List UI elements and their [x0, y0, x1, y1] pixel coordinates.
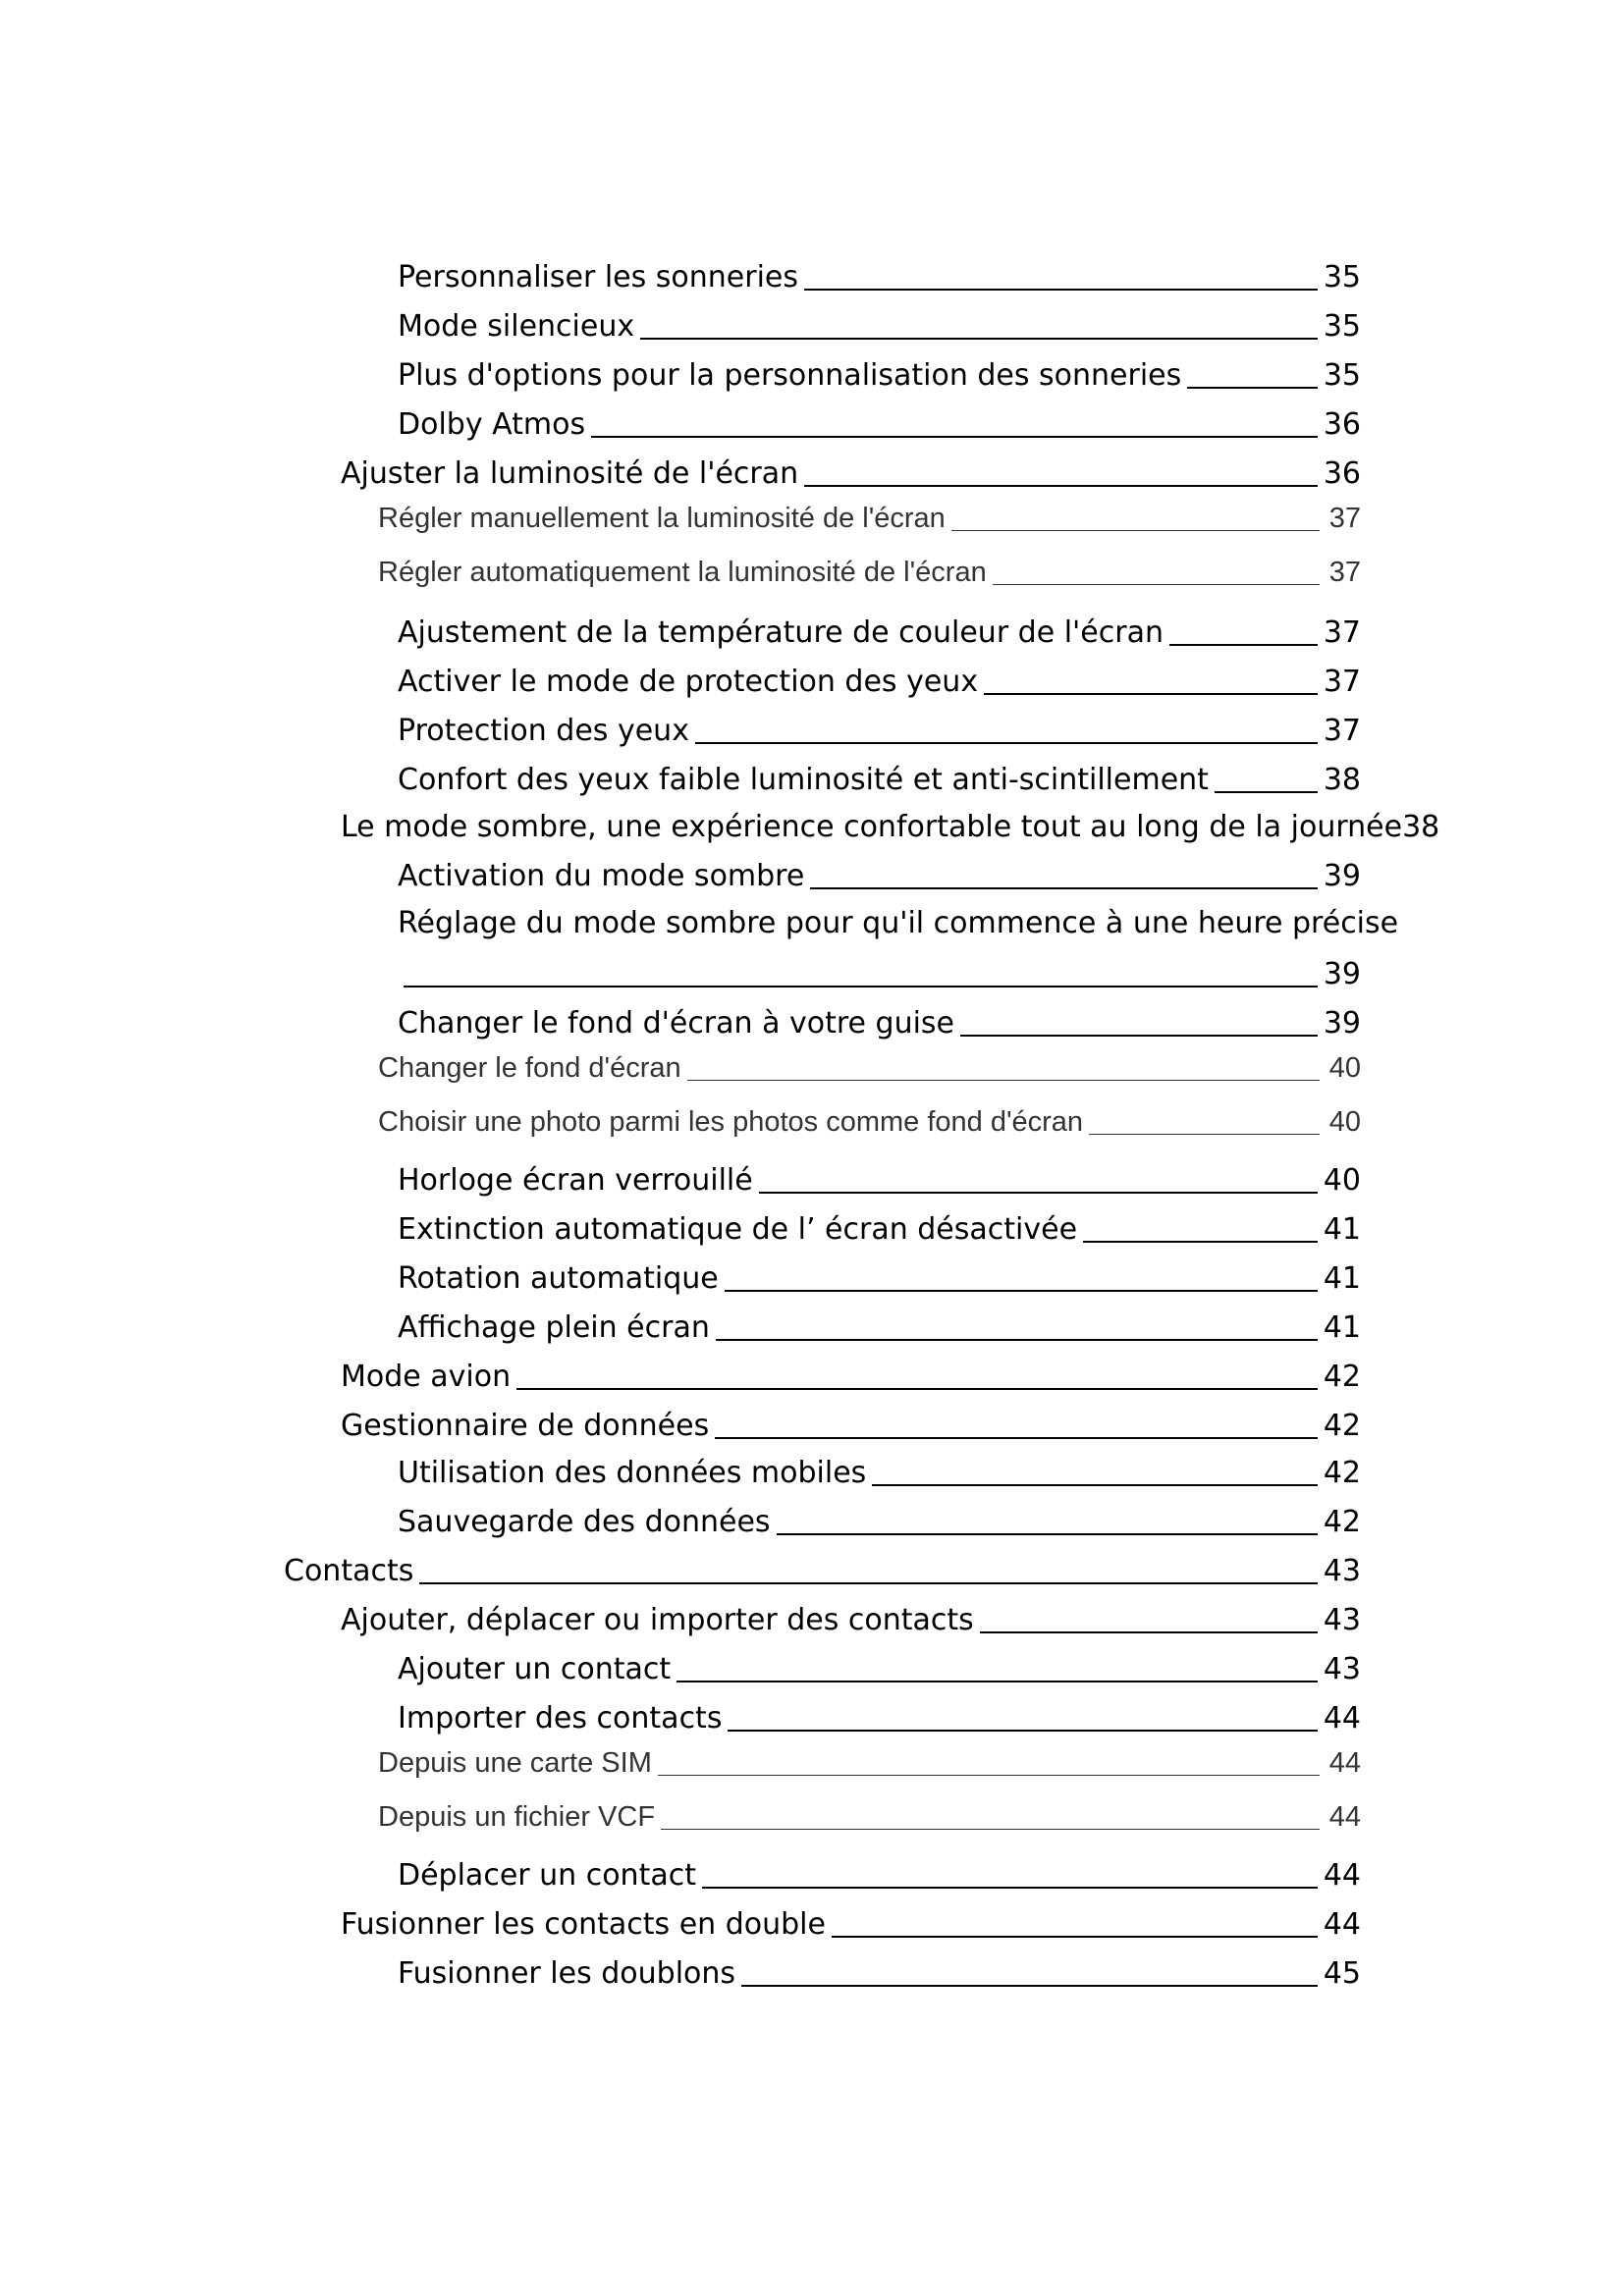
- toc-leader-line: [993, 584, 1320, 585]
- toc-entry[interactable]: [398, 1258, 1361, 1298]
- toc-page-number: 42: [1323, 1456, 1361, 1490]
- toc-leader-line: [725, 1290, 1318, 1292]
- toc-entry-label: Plus d'options pour la personnalisation des sonneries: [398, 358, 1182, 393]
- toc-entry[interactable]: [398, 355, 1361, 395]
- toc-page-number: 45: [1323, 1956, 1361, 1991]
- toc-page-number: 42: [1323, 1505, 1361, 1539]
- toc-entry-label: Extinction automatique de l’ écran désactivée: [398, 1212, 1078, 1247]
- toc-entry-label: Depuis un fichier VCF: [378, 1801, 656, 1833]
- toc-leader-line: [810, 887, 1317, 889]
- toc-entry[interactable]: [398, 1453, 1361, 1492]
- toc-leader-line: [804, 485, 1318, 487]
- toc-page-number: 39: [1323, 1006, 1361, 1041]
- toc-entry-label: Confort des yeux faible luminosité et anti-scintillement: [398, 763, 1209, 797]
- toc-entry[interactable]: [398, 1308, 1361, 1347]
- toc-page-number: 35: [1323, 309, 1361, 344]
- toc-page-number: 42: [1323, 1360, 1361, 1394]
- toc-page-number: 41: [1323, 1261, 1361, 1296]
- toc-entry[interactable]: [398, 306, 1361, 346]
- toc-leader-line: [715, 1437, 1318, 1439]
- toc-entry-label: Protection des yeux: [398, 714, 689, 748]
- toc-page-number: 38: [1323, 763, 1361, 797]
- toc-entry-label: Ajouter un contact: [398, 1652, 672, 1686]
- toc-entry-label: Contacts: [284, 1554, 414, 1588]
- toc-entry-label: Gestionnaire de données: [341, 1409, 710, 1443]
- toc-leader-line: [591, 436, 1318, 438]
- toc-leader-line: [687, 1080, 1320, 1081]
- toc-leader-line: [516, 1388, 1318, 1390]
- toc-entry[interactable]: [378, 1796, 1361, 1836]
- toc-entry-label: Personnaliser les sonneries: [398, 260, 799, 294]
- toc-leader-line: [728, 1730, 1317, 1732]
- toc-entry[interactable]: [341, 1406, 1361, 1445]
- toc-leader-line: [716, 1339, 1318, 1341]
- toc-leader-line: [777, 1533, 1318, 1535]
- toc-entry-label: Réglage du mode sombre pour qu'il commence à une heure précise: [398, 906, 1399, 940]
- toc-entry[interactable]: [341, 1904, 1361, 1944]
- toc-entry-label: Dolby Atmos: [398, 407, 586, 442]
- toc-page-number: 44: [1323, 1907, 1361, 1942]
- toc-entry-label: Activer le mode de protection des yeux: [398, 665, 979, 699]
- toc-entry-label: Rotation automatique: [398, 1261, 719, 1296]
- toc-page-number: 44: [1328, 1747, 1361, 1779]
- toc-page-number: 36: [1323, 407, 1361, 442]
- toc-leader-line: [658, 1775, 1320, 1776]
- toc-leader-line: [951, 530, 1320, 531]
- toc-entry-label: Régler automatiquement la luminosité de l'écran: [378, 557, 987, 588]
- toc-page-number: 37: [1328, 557, 1361, 588]
- toc-entry[interactable]: [378, 1047, 1361, 1087]
- toc-entry-label: Affichage plein écran: [398, 1310, 710, 1345]
- toc-entry-label: Changer le fond d'écran à votre guise: [398, 1006, 955, 1041]
- toc-page-number: 44: [1323, 1858, 1361, 1893]
- toc-page-number: 39: [1323, 859, 1361, 893]
- toc-page-number: 40: [1323, 1163, 1361, 1198]
- toc-page-number: 40: [1328, 1106, 1361, 1138]
- toc-entry[interactable]: [398, 662, 1361, 701]
- toc-entry[interactable]: [398, 613, 1361, 652]
- toc-leader-line: [984, 693, 1318, 695]
- toc-entry[interactable]: [398, 1698, 1361, 1737]
- toc-leader-line: [419, 1582, 1317, 1584]
- toc-page-number: 37: [1323, 615, 1361, 650]
- toc-entry[interactable]: [378, 1101, 1361, 1141]
- toc-leader-line: [661, 1829, 1320, 1830]
- toc-leader-line: [1083, 1241, 1318, 1243]
- toc-page-number: 41: [1323, 1212, 1361, 1247]
- toc-page-number: 36: [1323, 456, 1361, 491]
- toc-page-number: 44: [1328, 1801, 1361, 1833]
- toc-leader-line: [695, 742, 1318, 744]
- toc-entry-label: Sauvegarde des données: [398, 1505, 771, 1539]
- toc-page-number: 40: [1328, 1052, 1361, 1084]
- toc-page-number: 43: [1323, 1554, 1361, 1588]
- toc-leader-line: [1089, 1134, 1320, 1135]
- toc-leader-line: [980, 1631, 1318, 1633]
- toc-page-number: 37: [1323, 665, 1361, 699]
- toc-entry[interactable]: [398, 760, 1361, 799]
- toc-entry[interactable]: [341, 807, 1440, 846]
- toc-page-number: 44: [1323, 1701, 1361, 1735]
- toc-entry[interactable]: [398, 1209, 1361, 1249]
- toc-entry-label: Mode avion: [341, 1360, 512, 1394]
- toc-entry-label: Mode silencieux: [398, 309, 635, 344]
- toc-page-number: 43: [1323, 1603, 1361, 1637]
- toc-leader-line: [960, 1035, 1318, 1037]
- toc-leader-line: [404, 986, 1318, 988]
- toc-page-number: 42: [1323, 1409, 1361, 1443]
- toc-leader-line: [1187, 387, 1318, 389]
- toc-leader-line: [872, 1484, 1318, 1486]
- toc-entry[interactable]: [398, 1003, 1361, 1042]
- toc-page-number: 37: [1328, 503, 1361, 534]
- toc-entry-continuation: [404, 954, 1361, 993]
- toc-page-number: 38: [1402, 810, 1440, 844]
- toc-entry-label: Activation du mode sombre: [398, 859, 805, 893]
- toc-entry[interactable]: [398, 257, 1361, 296]
- toc-entry[interactable]: [398, 404, 1361, 444]
- toc-entry[interactable]: [341, 454, 1361, 493]
- toc-entry-label: Choisir une photo parmi les photos comme fond d'écran: [378, 1106, 1084, 1138]
- toc-entry-label: Fusionner les contacts en double: [341, 1907, 826, 1942]
- toc-entry-label: Fusionner les doublons: [398, 1956, 736, 1991]
- toc-page-number: 35: [1323, 260, 1361, 294]
- toc-entry-label: Importer des contacts: [398, 1701, 723, 1735]
- toc-entry[interactable]: [398, 1649, 1361, 1688]
- toc-leader-line: [677, 1681, 1318, 1682]
- toc-entry-label: Horloge écran verrouillé: [398, 1163, 753, 1198]
- toc-page-number: 39: [1323, 957, 1361, 991]
- toc-leader-line: [759, 1192, 1318, 1194]
- toc-entry[interactable]: [341, 1600, 1361, 1639]
- toc-leader-line: [702, 1887, 1318, 1889]
- toc-page-number: 41: [1323, 1310, 1361, 1345]
- toc-page-number: 43: [1323, 1652, 1361, 1686]
- toc-leader-line: [804, 289, 1318, 291]
- toc-entry[interactable]: [398, 711, 1361, 750]
- toc-entry[interactable]: [341, 1357, 1361, 1396]
- toc-page-number: 35: [1323, 358, 1361, 393]
- toc-entry[interactable]: [398, 1502, 1361, 1541]
- toc-entry-label: Déplacer un contact: [398, 1858, 696, 1893]
- toc-entry[interactable]: [398, 1953, 1361, 1993]
- toc-leader-line: [832, 1936, 1318, 1938]
- toc-entry[interactable]: [398, 856, 1361, 895]
- toc-entry-label: Ajuster la luminosité de l'écran: [341, 456, 799, 491]
- toc-entry-label: Changer le fond d'écran: [378, 1052, 681, 1084]
- toc-leader-line: [640, 338, 1318, 340]
- toc-leader-line: [741, 1985, 1318, 1987]
- toc-entry-label: Ajouter, déplacer ou importer des contacts: [341, 1603, 974, 1637]
- toc-entry[interactable]: [284, 1551, 1361, 1590]
- toc-leader-line: [1169, 644, 1318, 646]
- toc-entry[interactable]: [378, 1742, 1361, 1782]
- toc-entry[interactable]: [378, 552, 1361, 591]
- toc-entry-label: Régler manuellement la luminosité de l'écran: [378, 503, 946, 534]
- toc-page-number: 37: [1323, 714, 1361, 748]
- toc-entry[interactable]: [398, 1160, 1361, 1200]
- toc-entry[interactable]: [398, 1855, 1361, 1895]
- toc-entry-label: Utilisation des données mobiles: [398, 1456, 867, 1490]
- toc-leader-line: [1215, 791, 1318, 793]
- toc-entry-label: Ajustement de la température de couleur de l'écran: [398, 615, 1164, 650]
- toc-entry-label: Le mode sombre, une expérience confortable tout au long de la journée: [341, 810, 1403, 844]
- toc-entry-label: Depuis une carte SIM: [378, 1747, 652, 1779]
- toc-entry[interactable]: [378, 498, 1361, 537]
